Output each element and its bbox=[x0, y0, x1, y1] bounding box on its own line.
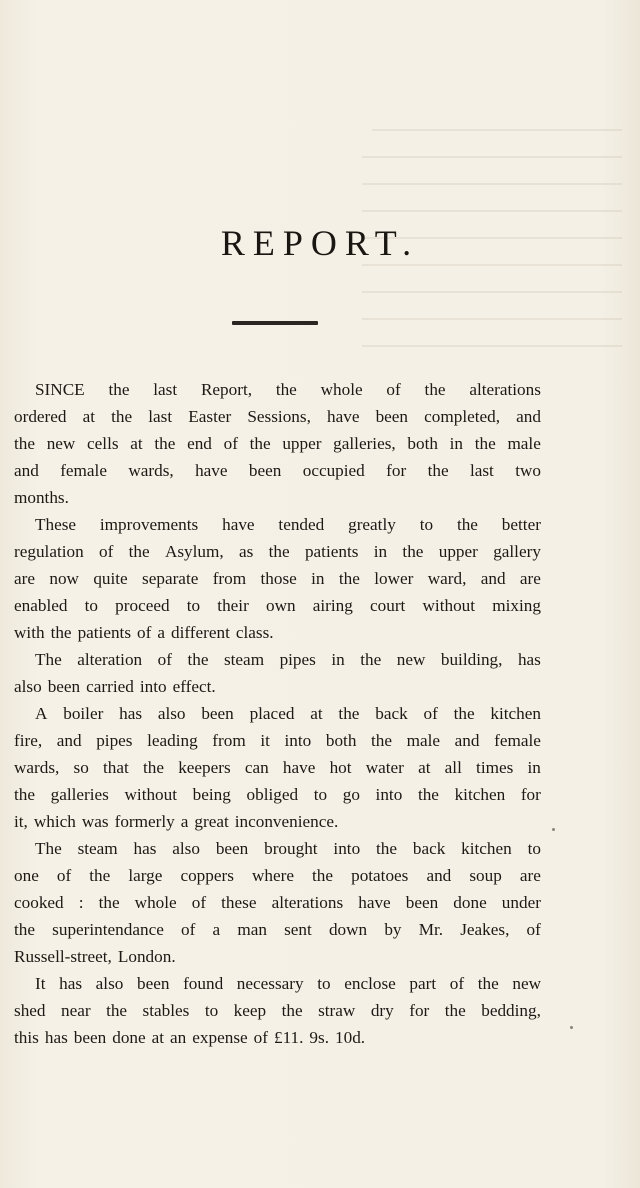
text-line: regulation of the Asylum, as the patients in the upper gallery bbox=[14, 542, 541, 561]
paragraph bbox=[14, 700, 541, 835]
paragraph bbox=[14, 646, 541, 700]
paragraph bbox=[14, 511, 541, 646]
text-line: A boiler has also been placed at the back of the kitchen bbox=[35, 704, 541, 723]
report-body bbox=[14, 376, 541, 1051]
text-line: SINCE the last Report, the whole of the alterations bbox=[35, 380, 541, 399]
text-line: The alteration of the steam pipes in the new building, has bbox=[35, 650, 541, 669]
text-line: the galleries without being obliged to go into the kitchen for bbox=[14, 785, 541, 804]
text-line: with the patients of a different class. bbox=[14, 623, 274, 642]
paper-speck bbox=[552, 828, 555, 831]
text-line: the new cells at the end of the upper galleries, both in the male bbox=[14, 434, 541, 453]
text-line: ordered at the last Easter Sessions, have been completed, and bbox=[14, 407, 541, 426]
text-line: months. bbox=[14, 488, 69, 507]
paragraph bbox=[14, 970, 541, 1051]
text-line: enabled to proceed to their own airing court without mixing bbox=[14, 596, 541, 615]
text-line: fire, and pipes leading from it into both the male and female bbox=[14, 731, 541, 750]
text-line: The steam has also been brought into the back kitchen to bbox=[35, 839, 541, 858]
text-line: shed near the stables to keep the straw dry for the bedding, bbox=[14, 1001, 541, 1020]
paragraph bbox=[14, 376, 541, 511]
text-line: These improvements have tended greatly to the better bbox=[35, 515, 541, 534]
title-rule bbox=[232, 321, 318, 325]
text-line: cooked : the whole of these alterations have been done under bbox=[14, 893, 541, 912]
text-line: wards, so that the keepers can have hot water at all times in bbox=[14, 758, 541, 777]
text-line: one of the large coppers where the potatoes and soup are bbox=[14, 866, 541, 885]
text-line: and female wards, have been occupied for the last two bbox=[14, 461, 541, 480]
show-through-text bbox=[332, 60, 632, 360]
text-line: Russell-street, London. bbox=[14, 947, 176, 966]
text-line: the superintendance of a man sent down by Mr. Jeakes, of bbox=[14, 920, 541, 939]
paper-speck bbox=[570, 1026, 573, 1029]
text-line: it, which was formerly a great inconvenience. bbox=[14, 812, 339, 831]
text-line: this has been done at an expense of £11. 9s. 10d. bbox=[14, 1028, 366, 1047]
paragraph bbox=[14, 835, 541, 970]
text-line: are now quite separate from those in the lower ward, and are bbox=[14, 569, 541, 588]
text-line: It has also been found necessary to enclose part of the new bbox=[35, 974, 541, 993]
page-title: REPORT. bbox=[220, 223, 420, 263]
text-line: also been carried into effect. bbox=[14, 677, 216, 696]
